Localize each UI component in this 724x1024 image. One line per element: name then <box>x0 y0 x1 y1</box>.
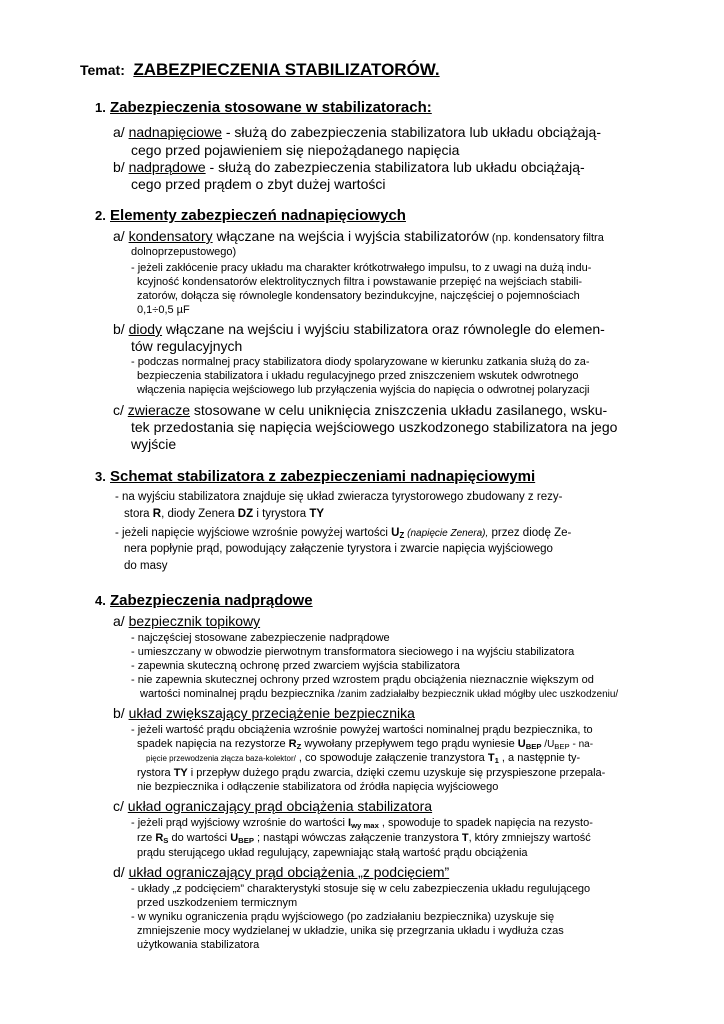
s4-c-detail-1: - jeżeli prąd wyjściowy wzrośnie do wartości $I_{wy max}$ , spowoduje to spadek napięcia na rezysto- <box>131 817 593 830</box>
s1-item-b-cont: cego przed prądem o zbyt dużej wartości <box>131 176 386 192</box>
section-3-heading: 3. Schemat stabilizatora z zabezpieczeniami nadnapięciowymi <box>95 468 536 485</box>
s1-item-b: b/ nadprądowe - służą do zabezpieczenia stabilizatora lub układu obciążają- <box>113 159 585 175</box>
s2-item-c: c/ zwieracze stosowane w celu uniknięcia zniszczenia układu zasilanego, wsku- <box>113 402 608 418</box>
s1-item-a-cont: cego przed pojawieniem się niepożądanego napięcia <box>131 142 460 158</box>
s1-item-a: a/ nadnapięciowe - służą do zabezpieczenia stabilizatora lub układu obciążają- <box>113 124 601 140</box>
s4-a-detail-4: - nie zapewnia skutecznej ochrony przed wzrostem prądu obciążenia nieznacznie większym od <box>131 674 594 686</box>
s2-item-c-cont-1: tek przedostania się napięcia wejściowego uszkodzonego stabilizatora na jego <box>131 419 618 435</box>
s4-d-detail-5: użytkowania stabilizatora <box>137 939 260 951</box>
s4-item-a: a/ bezpiecznik topikowy <box>113 613 261 629</box>
s2-a-detail-2: kcyjność kondensatorów elektrolitycznych filtra i powstawanie przepięć na wejściach stabili- <box>137 276 583 288</box>
s2-b-detail-2: bezpieczenia stabilizatora i układu regulacyjnego przed zniszczeniem wskutek odwrotnego <box>137 370 579 382</box>
s4-a-detail-1: - najczęściej stosowane zabezpieczenie nadprądowe <box>131 632 390 644</box>
page-title <box>80 60 440 80</box>
s2-item-c-cont-2: wyjście <box>131 436 177 452</box>
s4-item-c: c/ układ ograniczający prąd obciążenia stabilizatora <box>113 798 433 814</box>
s4-b-detail-1: - jeżeli wartość prądu obciążenia wzrośnie powyżej wartości nominalnej prądu bezpiecznika, to <box>131 724 593 736</box>
s3-line-1: - na wyjściu stabilizatora znajduje się układ zwieracza tyrystorowego zbudowany z rezy- <box>115 491 563 503</box>
s3-line-5: do masy <box>124 560 168 572</box>
s3-line-4: nera popłynie prąd, powodujący załączenie tyrystora i zwarcie napięcia wyjściowego <box>124 543 553 555</box>
s3-line-3: - jeżeli napięcie wyjściowe wzrośnie powyżej wartości $U_Z$ (napięcie Zenera), przez diodę Ze- <box>115 527 572 540</box>
s4-b-detail-4: rystora TY i przepływ dużego prądu zwarcia, dzięki czemu uzyskuje się przyspieszone przepala- <box>137 767 606 779</box>
s2-item-a: a/ kondensatory włączane na wejścia i wyjścia stabilizatorów (np. kondensatory filtra <box>113 228 604 244</box>
s4-d-detail-4: zmniejszenie mocy wydzielanej w układzie, unika się przegrzania układu i wydłuża czas <box>137 925 564 937</box>
section-4-heading: 4. Zabezpieczenia nadprądowe <box>95 592 313 609</box>
s4-c-detail-2: rze $R_S$ do wartości $U_{BEP}$ ; nastąpi wówczas załączenie tranzystora T, który zmniejszy wartość <box>137 832 591 845</box>
s4-c-detail-3: prądu sterującego układ regulujący, zapewniając stałą wartość prądu obciążenia <box>137 847 528 859</box>
title-text: ZABEZPIECZENIA STABILIZATORÓW. <box>133 60 440 79</box>
s2-item-a-note: dolnoprzepustowego) <box>131 246 237 258</box>
s4-b-detail-2: spadek napięcia na rezystorze $R_Z$ wywołany przepływem tego prądu wyniesie $U_{BEP}$ $/U_{BEP} - na-$ <box>137 738 594 751</box>
section-2-heading: 2. Elementy zabezpieczeń nadnapięciowych <box>95 207 406 224</box>
s4-d-detail-3: - w wyniku ograniczenia prądu wyjściowego (po zadziałaniu bezpiecznika) uzyskuje się <box>131 911 555 923</box>
s4-d-detail-1: - układy „z podcięciem” charakterystyki stosuje się w celu zabezpieczenia układu regulującego <box>131 883 591 895</box>
s4-a-detail-3: - zapewnia skuteczną ochronę przed zwarciem wyjścia stabilizatora <box>131 660 460 672</box>
s2-item-b: b/ diody włączane na wejściu i wyjściu stabilizatora oraz równolegle do elemen- <box>113 321 605 337</box>
s4-d-detail-2: przed uszkodzeniem termicznym <box>137 897 298 909</box>
s2-a-detail-1: - jeżeli zakłócenie pracy układu ma charakter krótkotrwałego impulsu, to z uwagi na dużą indu- <box>131 262 592 274</box>
s4-b-detail-5: nie bezpiecznika i odłączenie stabilizatora od źródła napięcia wyjściowego <box>137 781 499 793</box>
s3-line-2: storа R, diody Zenera DZ i tyrystora TY <box>124 508 325 520</box>
s2-item-b-cont: tów regulacyjnych <box>131 338 243 354</box>
s4-b-detail-3: pięcie przewodzenia złącza baza-kolektor/ , co spowoduje załączenie tranzystora $T_1$ , a następnie ty- <box>146 752 581 765</box>
s4-item-b: b/ układ zwiększający przeciążenie bezpiecznika <box>113 705 415 721</box>
s4-a-detail-2: - umieszczany w obwodzie pierwotnym transformatora sieciowego i na wyjściu stabilizatora <box>131 646 575 658</box>
s2-b-detail-1: - podczas normalnej pracy stabilizatora diody spolaryzowane w kierunku zatkania służą do za- <box>131 356 590 368</box>
s2-a-detail-3: zatorów, dołącza się równolegle kondensatory bezindukcyjne, najczęściej o pojemnościach <box>137 290 580 302</box>
s2-a-detail-4: 0,1÷0,5 µF <box>137 304 190 316</box>
s4-item-d: d/ układ ograniczający prąd obciążenia „z podcięciem” <box>113 864 450 880</box>
s2-b-detail-3: włączenia napięcia wejściowego lub przyłączenia wyjścia do napięcia o odwrotnej polaryzacji <box>137 384 590 396</box>
title-label: Temat: <box>80 62 125 78</box>
section-1-heading: 1. Zabezpieczenia stosowane w stabilizatorach: <box>95 99 432 116</box>
s4-a-detail-5: wartości nominalnej prądu bezpiecznika /zanim zadziałałby bezpiecznik układ mógłby ulec uszkodzeniu/ <box>140 688 619 700</box>
